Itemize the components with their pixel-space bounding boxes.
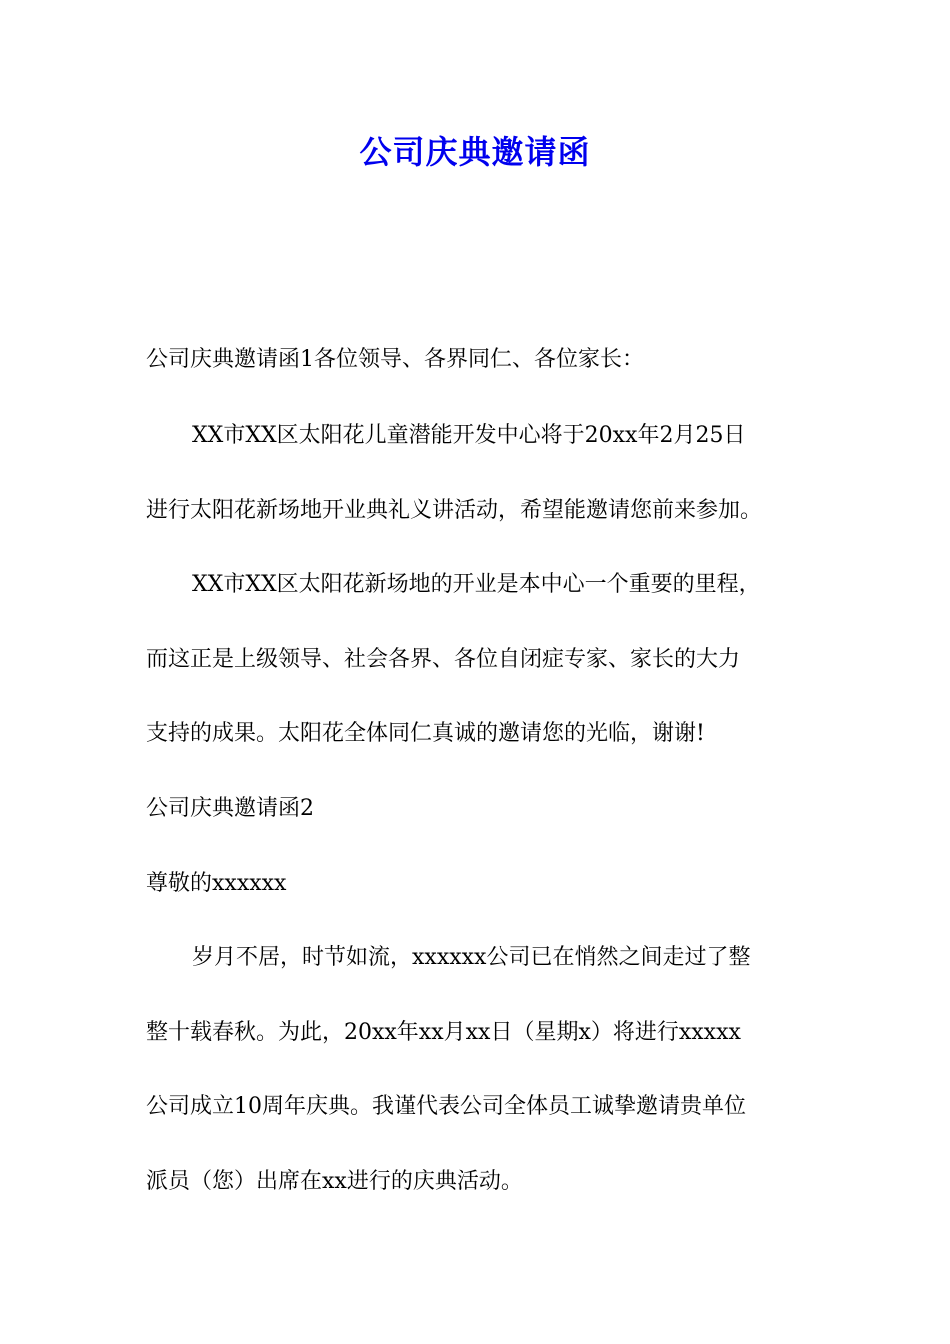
paragraph-3-line-4: 派员（您）出席在xx进行的庆典活动。 bbox=[146, 1169, 523, 1194]
paragraph-3-line-1: 岁月不居，时节如流，xxxxxx公司已在悄然之间走过了整 bbox=[192, 945, 751, 970]
paragraph-2-line-2: 而这正是上级领导、社会各界、各位自闭症专家、家长的大力 bbox=[146, 647, 741, 672]
paragraph-2-line-1: XX市XX区太阳花新场地的开业是本中心一个重要的里程， bbox=[192, 572, 761, 597]
paragraph-3-line-2: 整十载春秋。为此，20xx年xx月xx日（星期x）将进行xxxxx bbox=[146, 1020, 741, 1045]
document-title: 公司庆典邀请函 bbox=[359, 133, 591, 171]
paragraph-1-line-1: XX市XX区太阳花儿童潜能开发中心将于20xx年2月25日 bbox=[192, 423, 746, 448]
salutation-line: 尊敬的xxxxxx bbox=[146, 871, 287, 896]
paragraph-1-line-2: 进行太阳花新场地开业典礼义讲活动，希望能邀请您前来参加。 bbox=[146, 498, 763, 523]
paragraph-3-line-3: 公司成立10周年庆典。我谨代表公司全体员工诚挚邀请贵单位 bbox=[146, 1094, 746, 1119]
section-2-heading: 公司庆典邀请函2 bbox=[146, 796, 314, 821]
paragraph-2-line-3: 支持的成果。太阳花全体同仁真诚的邀请您的光临，谢谢! bbox=[146, 721, 705, 746]
paragraph-1-heading-line: 公司庆典邀请函1各位领导、各界同仁、各位家长： bbox=[146, 347, 644, 372]
